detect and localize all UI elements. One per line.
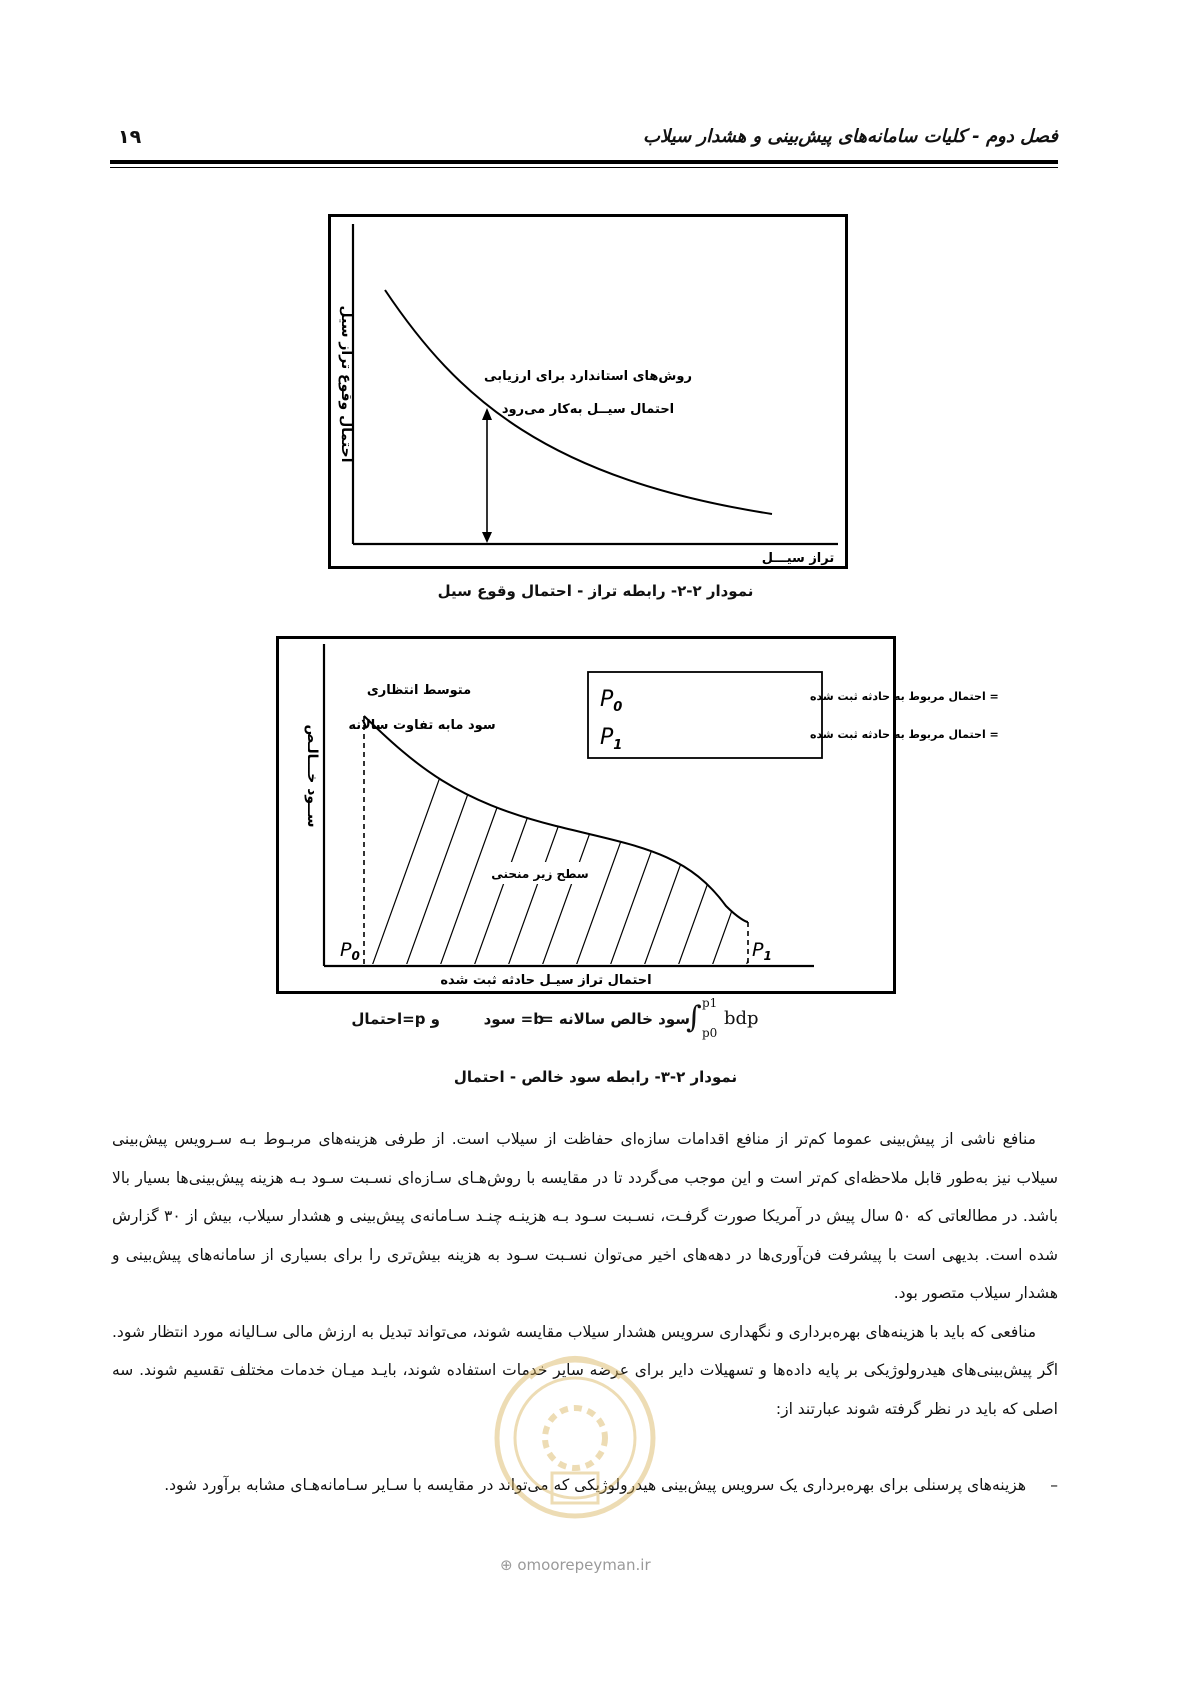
legend-p1-text: = احتمال مربوط به حادثه ثبت شده [810, 728, 999, 741]
header-rule-thick [110, 160, 1058, 164]
fig1-x-axis-label: تراز سیـــل [761, 551, 835, 566]
fig2-area-label: سطح زیر منحنی [491, 867, 589, 881]
legend-p0-text: = احتمال مربوط به حادثه ثبت شده [810, 690, 999, 703]
fig1-annotation-line2: احتمال سیــل به‌کار می‌رود [501, 402, 675, 417]
marker-p0-sub: 0 [351, 949, 360, 963]
integral-lower-limit: p0 [702, 1026, 718, 1040]
header-rule-thin [110, 167, 1058, 168]
integral-upper-limit: p1 [702, 996, 718, 1010]
legend-p1-symbol: P [600, 725, 614, 750]
bullet-dash: – [1050, 1476, 1058, 1494]
paragraph-1: منافع ناشی از پیش‌بینی عموما کم‌تر از منافع اقدامات سازه‌ای حفاظت از سیلاب است. از طرفی هزینه‌های مربـوط بـه سـرویس پیش‌بینی سیلاب نیز به‌طور قابل ملاحظه‌ای کم‌تر است و این موجب می‌گردد تا در مقایسه با روش‌هـای سـازه‌ای نسـبت سـود بـه هزینه پیش‌بینی‌ها بسیار بالا باشد. در مطالعاتی که ۵۰ سال پیش در آمریکا صورت گرفـت، نسـبت سـود بـه هزینـه چنـد سـامانه‌ی پیش‌بینی و هشدار سیلاب، بیش از ۳۰ گزارش شده است. بدیهی است با پیشرفت فن‌آوری‌ها در دهه‌های اخیر می‌توان نسـبت سـود به هزینه بیش‌تری را برای بسیاری از سامانه‌های پیش‌بینی و هشدار سیلاب متصور بود. [112, 1130, 1058, 1302]
integral-expression: bdp [724, 1008, 759, 1029]
fig2-x-axis-label: احتمال تراز سیـل حادثه ثبت شده [440, 973, 652, 988]
paragraph-2: منافعی که باید با هزینه‌های بهره‌برداری و نگهداری سرویس هشدار سیلاب مقایسه شوند، می‌تواند تبدیل به ارزش مالی سـالیانه مورد انتظار شود. اگر پیش‌بینی‌های هیدرولوژیکی بر پایه داده‌ها و تسهیلات دایر برای عرضه سایر خدمات استفاده شوند، بایـد میـان خدمات مختلف تقسیم شوند. سه اصلی که باید در نظر گرفته شوند عبارتند از: [112, 1322, 1058, 1418]
figure-net-benefit-svg [276, 636, 999, 994]
formula-b-definition: b= سود [483, 1010, 544, 1028]
running-head: فصل دوم - کلیات سامانه‌های پیش‌بینی و هشدار سیلاب [643, 126, 1058, 147]
figure-net-benefit [276, 636, 999, 994]
watermark-url-text: omoorepeyman.ir [517, 1556, 651, 1574]
watermark-globe-icon: ⊕ [500, 1556, 513, 1574]
watermark-seal-svg [490, 1318, 660, 1548]
page-number: ۱۹ [118, 126, 142, 148]
legend-p0-symbol: P [600, 687, 614, 712]
watermark-seal [490, 1318, 660, 1548]
formula-integral [686, 996, 816, 1044]
marker-p0-symbol: P [340, 939, 352, 961]
figure-level-probability [328, 214, 850, 570]
legend-p0-sub: 0 [613, 700, 623, 715]
figure2-caption: نمودار ۲-۳- رابطه سود خالص - احتمال [453, 1068, 738, 1086]
formula-p-definition: و p=احتمال [351, 1010, 440, 1028]
fig1-annotation-line1: روش‌های استاندارد برای ارزیابی [484, 369, 692, 384]
fig2-annotation-top2: سود مابه تفاوت سالانه [348, 718, 496, 733]
fig1-y-axis-label: احتمال وقوع تراز سیل [338, 305, 354, 463]
marker-p1 [752, 939, 772, 963]
figure1-caption: نمودار ۲-۲- رابطه تراز - احتمال وقوع سیل [437, 582, 754, 600]
marker-p1-symbol: P [752, 939, 764, 961]
marker-p0 [340, 939, 360, 963]
watermark-url [500, 1556, 651, 1574]
bullet-text: هزینه‌های پرسنلی برای بهره‌برداری یک سرویس پیش‌بینی هیدرولوژیکی که می‌تواند در مقایسه با سـایر سـامانه‌هـای مشابه برآورد شود. [164, 1476, 1026, 1494]
figure-level-probability-svg [328, 214, 850, 570]
fig2-y-axis-label: ســود خـــالـص [304, 724, 320, 828]
fig2-annotation-top1: متوسط انتظاری [366, 683, 472, 698]
legend-p1-sub: 1 [613, 738, 623, 753]
formula-lhs: سود خالص سالانه = [541, 1010, 690, 1028]
fig2-legend [588, 672, 999, 758]
integral-sign: ∫ [686, 1000, 702, 1035]
marker-p1-sub: 1 [763, 949, 772, 963]
